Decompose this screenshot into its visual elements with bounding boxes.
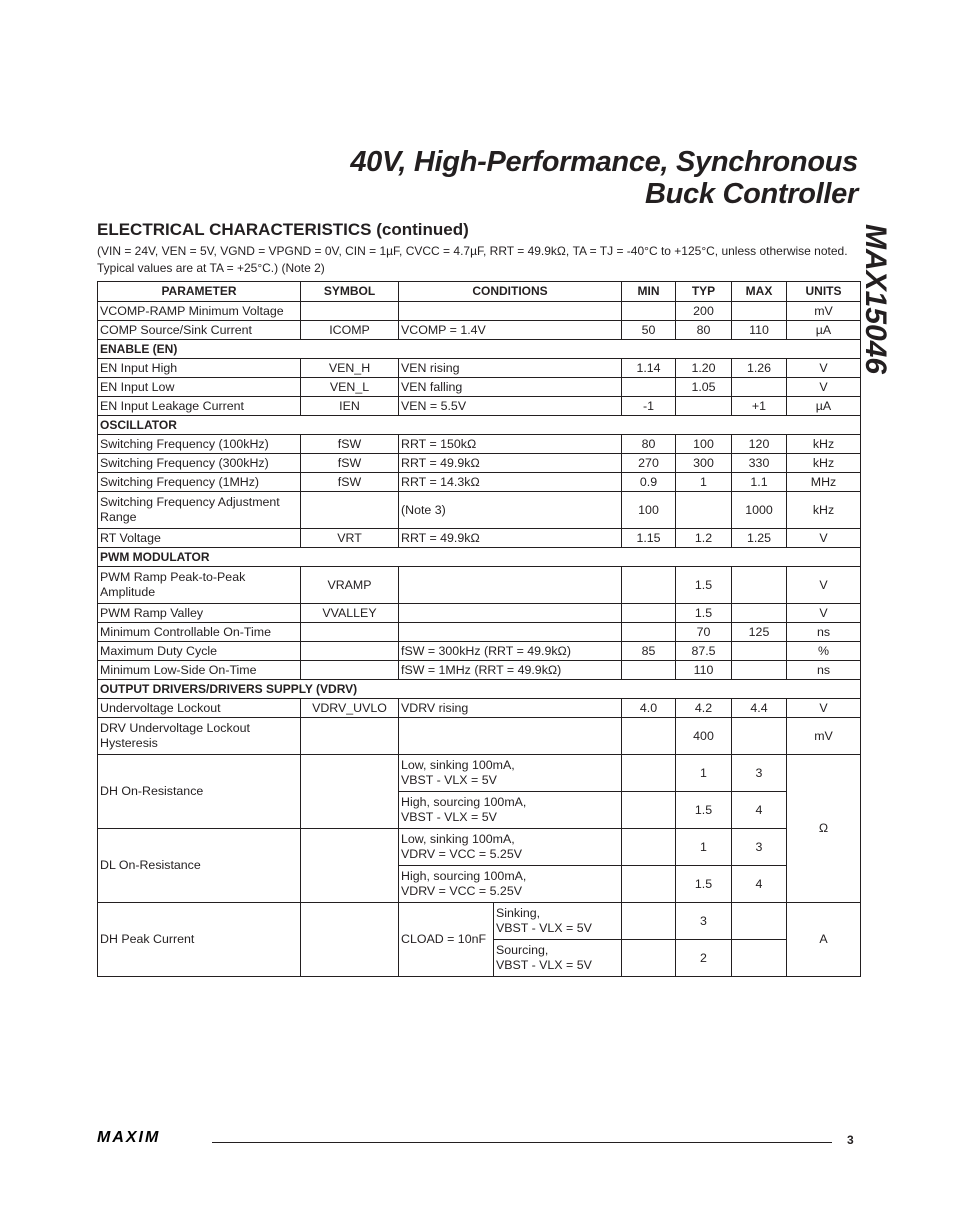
symbol-cell: VDRV_UVLO xyxy=(301,699,399,718)
max-cell xyxy=(732,718,787,755)
typ-cell: 1.2 xyxy=(676,529,732,548)
condition-cell: CLOAD = 10nF xyxy=(399,903,494,977)
typ-cell: 100 xyxy=(676,435,732,454)
min-cell xyxy=(622,755,676,792)
condition-cell xyxy=(399,302,622,321)
param-cell: PWM Ramp Valley xyxy=(98,604,301,623)
typ-cell: 1.5 xyxy=(676,792,732,829)
table-row xyxy=(98,302,861,321)
min-cell xyxy=(622,567,676,604)
symbol-cell xyxy=(301,492,399,529)
condition-line: Sinking, xyxy=(496,906,541,920)
min-cell: 270 xyxy=(622,454,676,473)
condition-cell: RRT = 49.9kΩ xyxy=(399,454,622,473)
section-row-drivers xyxy=(98,680,861,699)
units-cell: kHz xyxy=(787,454,861,473)
param-cell: Switching Frequency Adjustment Range xyxy=(98,492,301,529)
typ-cell: 1 xyxy=(676,473,732,492)
symbol-cell xyxy=(301,661,399,680)
min-cell xyxy=(622,792,676,829)
condition-line: VBST - VLX = 5V xyxy=(401,810,497,824)
min-cell xyxy=(622,866,676,903)
condition-line: High, sourcing 100mA, xyxy=(401,869,527,883)
typ-cell: 1.20 xyxy=(676,359,732,378)
min-cell xyxy=(622,661,676,680)
symbol-cell: fSW xyxy=(301,435,399,454)
condition-cell: RRT = 49.9kΩ xyxy=(399,529,622,548)
page-title-line2: Buck Controller xyxy=(644,178,858,210)
typ-cell: 1.05 xyxy=(676,378,732,397)
units-cell: mV xyxy=(787,718,861,755)
param-cell: Minimum Controllable On-Time xyxy=(98,623,301,642)
typ-cell xyxy=(676,492,732,529)
units-cell: V xyxy=(787,604,861,623)
page-number: 3 xyxy=(847,1133,854,1147)
subcondition-cell xyxy=(494,903,622,940)
units-cell: mV xyxy=(787,302,861,321)
max-cell: +1 xyxy=(732,397,787,416)
param-cell: EN Input High xyxy=(98,359,301,378)
max-cell xyxy=(732,302,787,321)
table-row xyxy=(98,604,861,623)
condition-cell: VEN rising xyxy=(399,359,622,378)
typ-cell: 1.5 xyxy=(676,866,732,903)
units-cell: % xyxy=(787,642,861,661)
table-row xyxy=(98,623,861,642)
part-number: MAX15046 xyxy=(859,224,892,375)
max-cell: 4 xyxy=(732,792,787,829)
condition-line: VDRV = VCC = 5.25V xyxy=(401,847,522,861)
units-cell: µA xyxy=(787,397,861,416)
condition-cell: RRT = 14.3kΩ xyxy=(399,473,622,492)
units-cell: V xyxy=(787,359,861,378)
table-row xyxy=(98,359,861,378)
min-cell xyxy=(622,623,676,642)
param-cell: COMP Source/Sink Current xyxy=(98,321,301,340)
max-cell: 3 xyxy=(732,755,787,792)
units-cell: ns xyxy=(787,661,861,680)
max-cell: 1000 xyxy=(732,492,787,529)
table-row xyxy=(98,642,861,661)
condition-line: Sourcing, xyxy=(496,943,549,957)
units-cell: V xyxy=(787,378,861,397)
param-cell: Minimum Low-Side On-Time xyxy=(98,661,301,680)
section-row-oscillator xyxy=(98,416,861,435)
table-row xyxy=(98,473,861,492)
min-cell: 4.0 xyxy=(622,699,676,718)
min-cell: 100 xyxy=(622,492,676,529)
table-row xyxy=(98,435,861,454)
min-cell xyxy=(622,940,676,977)
param-cell: Switching Frequency (1MHz) xyxy=(98,473,301,492)
symbol-cell: ICOMP xyxy=(301,321,399,340)
typ-cell: 1.5 xyxy=(676,604,732,623)
logo-text: MAXIM xyxy=(97,1129,161,1143)
table-row xyxy=(98,529,861,548)
condition-cell xyxy=(399,792,622,829)
typ-cell: 3 xyxy=(676,903,732,940)
condition-line: VBST - VLX = 5V xyxy=(496,958,592,972)
min-cell xyxy=(622,378,676,397)
min-cell xyxy=(622,718,676,755)
typ-cell: 87.5 xyxy=(676,642,732,661)
condition-cell: RRT = 150kΩ xyxy=(399,435,622,454)
units-cell: ns xyxy=(787,623,861,642)
min-cell: 1.15 xyxy=(622,529,676,548)
param-cell: DH On-Resistance xyxy=(98,755,301,829)
symbol-cell xyxy=(301,302,399,321)
max-cell xyxy=(732,940,787,977)
max-cell xyxy=(732,378,787,397)
table-row xyxy=(98,454,861,473)
min-cell: 85 xyxy=(622,642,676,661)
condition-cell: VCOMP = 1.4V xyxy=(399,321,622,340)
section-row-enable xyxy=(98,340,861,359)
electrical-characteristics-table xyxy=(97,281,861,977)
typ-cell: 80 xyxy=(676,321,732,340)
param-cell: DRV Undervoltage Lockout Hysteresis xyxy=(98,718,301,755)
max-cell: 1.25 xyxy=(732,529,787,548)
param-cell: PWM Ramp Peak-to-Peak Amplitude xyxy=(98,567,301,604)
min-cell: 1.14 xyxy=(622,359,676,378)
col-typ: TYP xyxy=(676,282,732,302)
symbol-cell xyxy=(301,903,399,977)
units-cell: µA xyxy=(787,321,861,340)
table-row xyxy=(98,903,861,940)
param-cell: Switching Frequency (300kHz) xyxy=(98,454,301,473)
param-cell: Undervoltage Lockout xyxy=(98,699,301,718)
table-row xyxy=(98,829,861,866)
param-cell: RT Voltage xyxy=(98,529,301,548)
table-row xyxy=(98,397,861,416)
test-conditions: (VIN = 24V, VEN = 5V, VGND = VPGND = 0V, CIN = 1µF, CVCC = 4.7µF, RRT = 49.9kΩ, TA = TJ = -40°C to +125°C, unless otherwise noted. Typical values are at TA = +25°C.) (Note 2) xyxy=(97,244,848,275)
max-cell: 4.4 xyxy=(732,699,787,718)
typ-cell: 200 xyxy=(676,302,732,321)
symbol-cell xyxy=(301,755,399,829)
condition-line: Low, sinking 100mA, xyxy=(401,832,515,846)
condition-cell xyxy=(399,829,622,866)
symbol-cell: VRAMP xyxy=(301,567,399,604)
section-label: ENABLE (EN) xyxy=(98,340,861,359)
max-cell xyxy=(732,661,787,680)
min-cell xyxy=(622,829,676,866)
subcondition-cell xyxy=(494,940,622,977)
condition-line: Low, sinking 100mA, xyxy=(401,758,515,772)
max-cell xyxy=(732,642,787,661)
section-row-pwm xyxy=(98,548,861,567)
table-header-row xyxy=(98,282,861,302)
table-row xyxy=(98,755,861,792)
col-conditions: CONDITIONS xyxy=(399,282,622,302)
max-cell xyxy=(732,903,787,940)
symbol-cell: fSW xyxy=(301,454,399,473)
max-cell: 1.1 xyxy=(732,473,787,492)
symbol-cell xyxy=(301,623,399,642)
table-row xyxy=(98,321,861,340)
condition-line: VBST - VLX = 5V xyxy=(401,773,497,787)
maxim-logo xyxy=(97,1129,209,1143)
max-cell: 120 xyxy=(732,435,787,454)
max-cell: 125 xyxy=(732,623,787,642)
typ-cell: 110 xyxy=(676,661,732,680)
symbol-cell: VVALLEY xyxy=(301,604,399,623)
condition-cell xyxy=(399,755,622,792)
min-cell xyxy=(622,302,676,321)
table-row xyxy=(98,378,861,397)
condition-cell xyxy=(399,623,622,642)
symbol-cell: fSW xyxy=(301,473,399,492)
min-cell xyxy=(622,903,676,940)
max-cell: 1.26 xyxy=(732,359,787,378)
condition-cell xyxy=(399,718,622,755)
col-min: MIN xyxy=(622,282,676,302)
units-cell: V xyxy=(787,567,861,604)
table-row xyxy=(98,492,861,529)
symbol-cell: VRT xyxy=(301,529,399,548)
table-row xyxy=(98,699,861,718)
param-cell: EN Input Leakage Current xyxy=(98,397,301,416)
typ-cell xyxy=(676,397,732,416)
symbol-cell xyxy=(301,829,399,903)
param-cell: DH Peak Current xyxy=(98,903,301,977)
section-title: ELECTRICAL CHARACTERISTICS (continued) xyxy=(97,220,469,239)
condition-cell: VEN = 5.5V xyxy=(399,397,622,416)
typ-cell: 70 xyxy=(676,623,732,642)
page-title-line1: 40V, High-Performance, Synchronous xyxy=(350,146,858,178)
footer-rule xyxy=(212,1142,832,1143)
typ-cell: 400 xyxy=(676,718,732,755)
condition-cell: (Note 3) xyxy=(399,492,622,529)
condition-cell: fSW = 1MHz (RRT = 49.9kΩ) xyxy=(399,661,622,680)
min-cell: 50 xyxy=(622,321,676,340)
max-cell: 330 xyxy=(732,454,787,473)
symbol-cell: IEN xyxy=(301,397,399,416)
typ-cell: 1 xyxy=(676,829,732,866)
units-cell: kHz xyxy=(787,435,861,454)
section-label: OSCILLATOR xyxy=(98,416,861,435)
condition-line: VDRV = VCC = 5.25V xyxy=(401,884,522,898)
param-cell: VCOMP-RAMP Minimum Voltage xyxy=(98,302,301,321)
condition-line: High, sourcing 100mA, xyxy=(401,795,527,809)
section-label: OUTPUT DRIVERS/DRIVERS SUPPLY (VDRV) xyxy=(98,680,861,699)
part-number-sidebar xyxy=(859,224,892,404)
min-cell: 80 xyxy=(622,435,676,454)
col-parameter: PARAMETER xyxy=(98,282,301,302)
units-cell: A xyxy=(787,903,861,977)
condition-cell xyxy=(399,604,622,623)
min-cell: -1 xyxy=(622,397,676,416)
table-row xyxy=(98,661,861,680)
symbol-cell xyxy=(301,642,399,661)
typ-cell: 1.5 xyxy=(676,567,732,604)
symbol-cell xyxy=(301,718,399,755)
condition-cell xyxy=(399,866,622,903)
typ-cell: 1 xyxy=(676,755,732,792)
min-cell: 0.9 xyxy=(622,473,676,492)
param-cell: Switching Frequency (100kHz) xyxy=(98,435,301,454)
typ-cell: 2 xyxy=(676,940,732,977)
max-cell xyxy=(732,604,787,623)
section-label: PWM MODULATOR xyxy=(98,548,861,567)
symbol-cell: VEN_H xyxy=(301,359,399,378)
max-cell xyxy=(732,567,787,604)
max-cell: 4 xyxy=(732,866,787,903)
condition-cell xyxy=(399,567,622,604)
col-max: MAX xyxy=(732,282,787,302)
table-row xyxy=(98,718,861,755)
units-cell: MHz xyxy=(787,473,861,492)
units-cell: V xyxy=(787,699,861,718)
condition-cell: VEN falling xyxy=(399,378,622,397)
symbol-cell: VEN_L xyxy=(301,378,399,397)
param-cell: EN Input Low xyxy=(98,378,301,397)
condition-cell: VDRV rising xyxy=(399,699,622,718)
units-cell: Ω xyxy=(787,755,861,903)
col-symbol: SYMBOL xyxy=(301,282,399,302)
max-cell: 3 xyxy=(732,829,787,866)
col-units: UNITS xyxy=(787,282,861,302)
param-cell: DL On-Resistance xyxy=(98,829,301,903)
typ-cell: 300 xyxy=(676,454,732,473)
table-row xyxy=(98,567,861,604)
param-cell: Maximum Duty Cycle xyxy=(98,642,301,661)
min-cell xyxy=(622,604,676,623)
units-cell: V xyxy=(787,529,861,548)
condition-line: VBST - VLX = 5V xyxy=(496,921,592,935)
units-cell: kHz xyxy=(787,492,861,529)
typ-cell: 4.2 xyxy=(676,699,732,718)
max-cell: 110 xyxy=(732,321,787,340)
condition-cell: fSW = 300kHz (RRT = 49.9kΩ) xyxy=(399,642,622,661)
